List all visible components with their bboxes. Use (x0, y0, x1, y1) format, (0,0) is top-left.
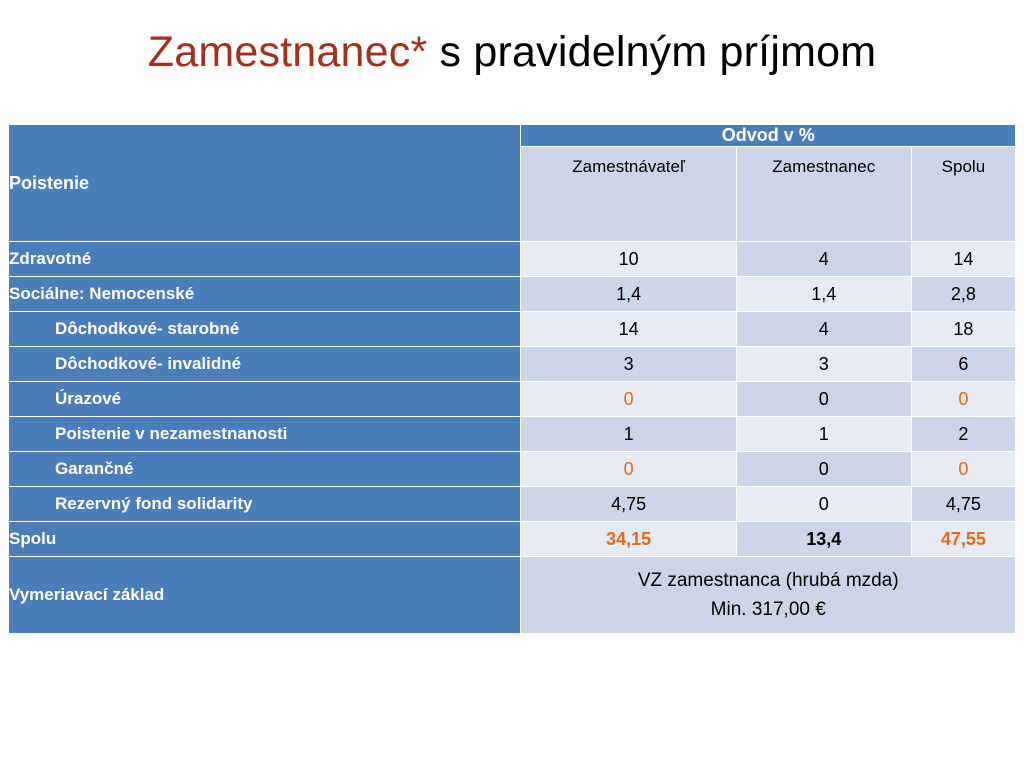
basis-line-1: VZ zamestnanca (hrubá mzda) (637, 569, 899, 591)
cell-employer: 0 (521, 382, 736, 417)
table-total-row (9, 522, 1016, 557)
header-contribution: Odvod v % (521, 125, 1016, 147)
table-row (9, 312, 1016, 347)
page-title (0, 28, 1024, 77)
cell-employee: 4 (736, 242, 911, 277)
table-row (9, 487, 1016, 522)
header-insurance: Poistenie (9, 125, 521, 242)
contributions-table (8, 124, 1016, 634)
cell-employee: 0 (736, 487, 911, 522)
cell-total: 2 (911, 417, 1015, 452)
cell-employer: 4,75 (521, 487, 736, 522)
total-total: 47,55 (911, 522, 1015, 557)
basis-line-2: Min. 317,00 € (710, 599, 826, 620)
cell-total: 6 (911, 347, 1015, 382)
cell-employee: 0 (736, 452, 911, 487)
table-row (9, 452, 1016, 487)
table-row (9, 277, 1016, 312)
table-row (9, 242, 1016, 277)
table-row (9, 417, 1016, 452)
table-header-row-1 (9, 125, 1016, 147)
cell-total: 0 (911, 452, 1015, 487)
cell-total: 0 (911, 382, 1015, 417)
cell-total: 2,8 (911, 277, 1015, 312)
row-label-invalidne: Dôchodkové- invalidné (9, 347, 521, 382)
cell-employer: 1 (521, 417, 736, 452)
table-row (9, 347, 1016, 382)
title-rest-text: s pravidelným príjmom (427, 28, 877, 76)
header-col-total: Spolu (911, 147, 1015, 242)
row-label-starobne: Dôchodkové- starobné (9, 312, 521, 347)
cell-employer: 0 (521, 452, 736, 487)
cell-employer: 10 (521, 242, 736, 277)
table-basis-row (9, 557, 1016, 634)
row-label-garancne: Garančné (9, 452, 521, 487)
title-accent-text: Zamestnanec* (147, 28, 428, 76)
header-col-employer: Zamestnávateľ (521, 147, 736, 242)
header-col-employee: Zamestnanec (736, 147, 911, 242)
basis-value (521, 557, 1016, 634)
cell-employer: 14 (521, 312, 736, 347)
row-label-nezamestnanost: Poistenie v nezamestnanosti (9, 417, 521, 452)
row-label-urazove: Úrazové (9, 382, 521, 417)
row-label-spolu: Spolu (9, 522, 521, 557)
row-label-vymeriavaci-zaklad: Vymeriavací základ (9, 557, 521, 634)
cell-employee: 3 (736, 347, 911, 382)
cell-employee: 4 (736, 312, 911, 347)
total-employer: 34,15 (521, 522, 736, 557)
cell-employee: 0 (736, 382, 911, 417)
table-row (9, 382, 1016, 417)
row-label-rezervny-fond: Rezervný fond solidarity (9, 487, 521, 522)
cell-employee: 1 (736, 417, 911, 452)
cell-employee: 1,4 (736, 277, 911, 312)
row-label-zdravotne: Zdravotné (9, 242, 521, 277)
total-employee: 13,4 (736, 522, 911, 557)
cell-employer: 3 (521, 347, 736, 382)
row-label-nemocenske: Sociálne: Nemocenské (9, 277, 521, 312)
cell-total: 14 (911, 242, 1015, 277)
cell-total: 18 (911, 312, 1015, 347)
cell-employer: 1,4 (521, 277, 736, 312)
cell-total: 4,75 (911, 487, 1015, 522)
